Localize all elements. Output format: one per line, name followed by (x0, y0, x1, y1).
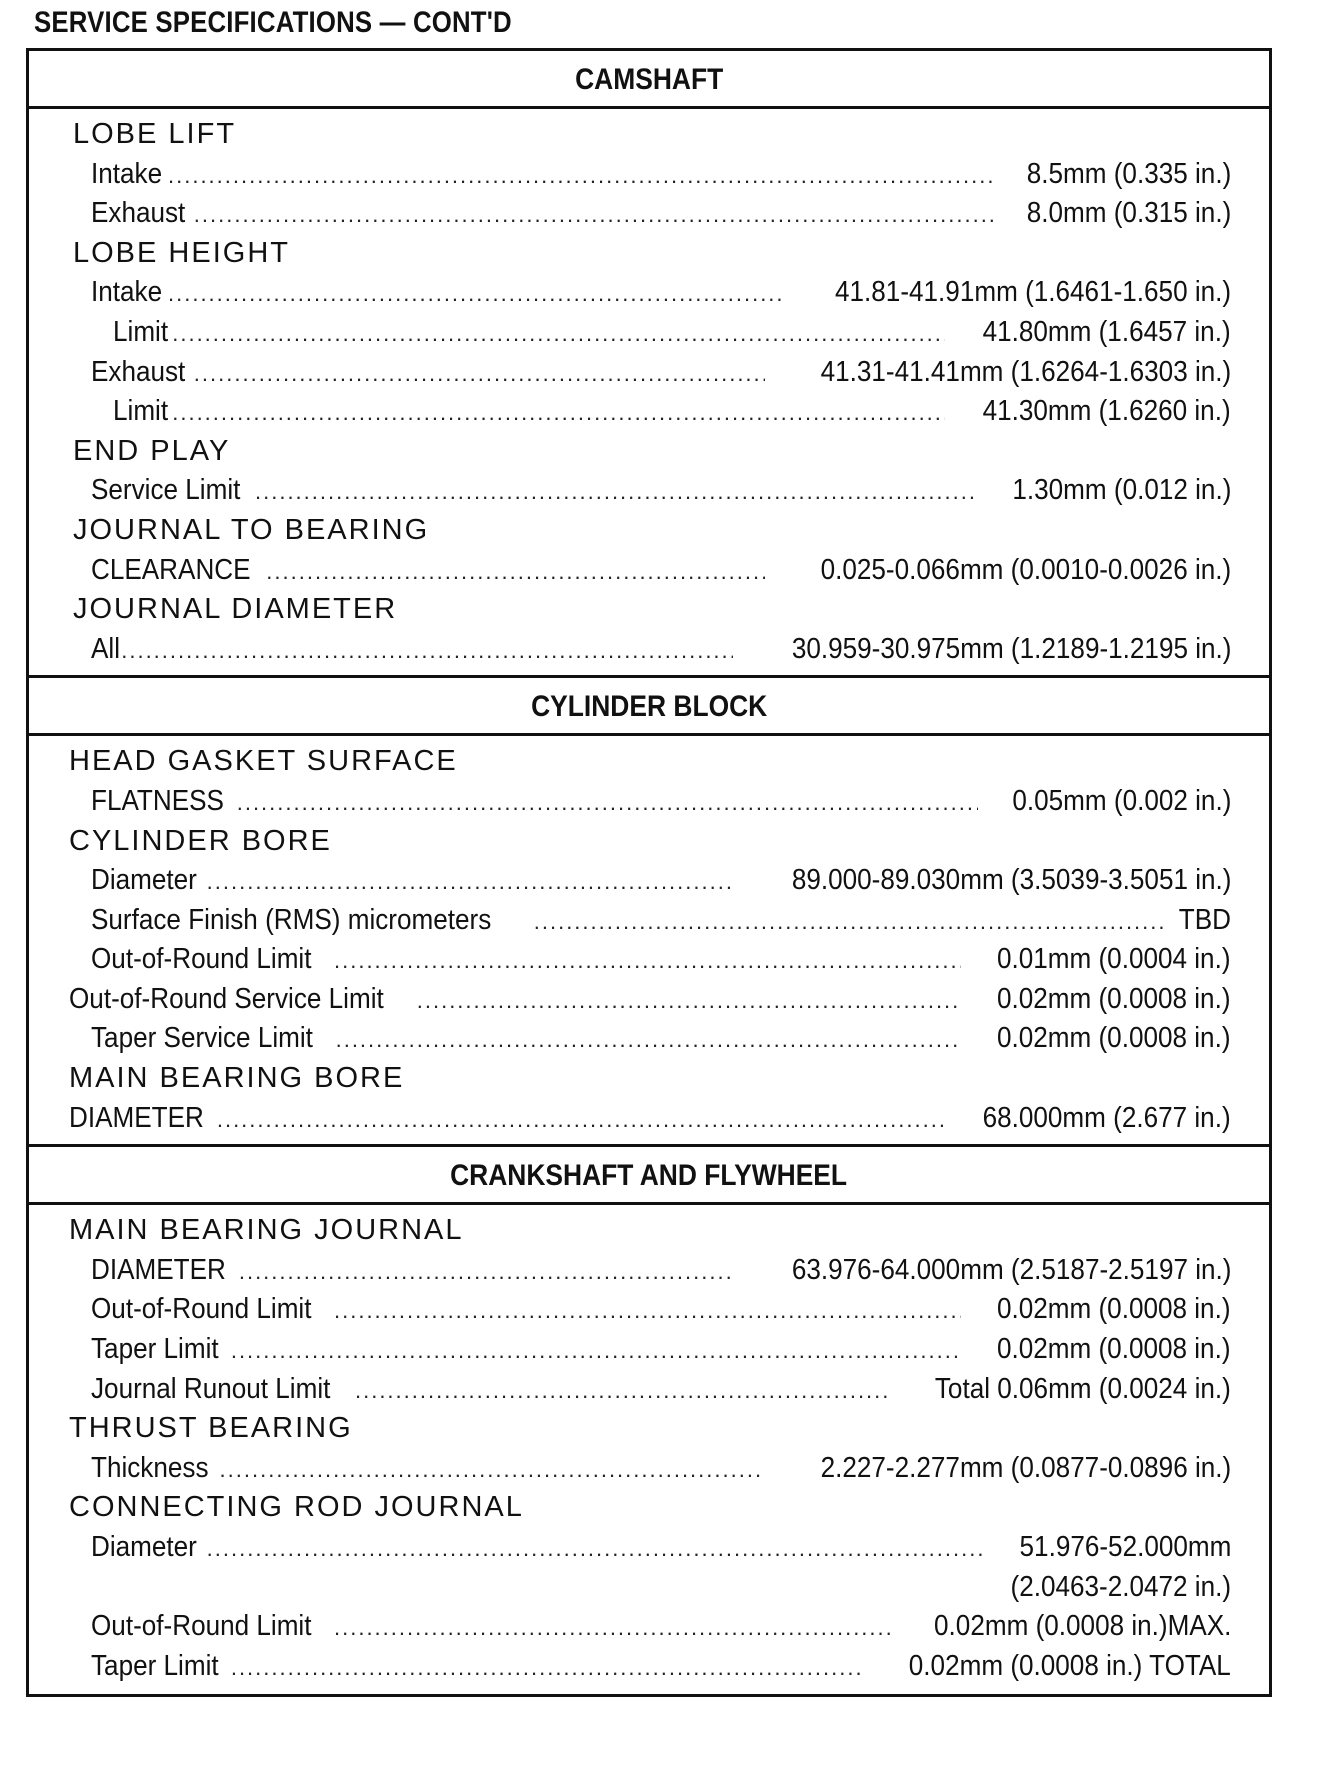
spec-label: Limit (113, 315, 169, 348)
section-body-cylinder-block (29, 736, 1269, 1147)
spec-value: 1.30mm (0.012 in.) (1011, 474, 1231, 507)
spec-row (29, 1290, 1269, 1330)
spec-row (29, 1528, 1269, 1568)
spec-label: Taper Limit (91, 1333, 219, 1366)
spec-row (29, 194, 1269, 234)
spec-heading: MAIN BEARING JOURNAL (69, 1214, 464, 1247)
dot-leader (172, 314, 945, 354)
spec-heading: THRUST BEARING (69, 1412, 353, 1445)
spec-label: Taper Service Limit (91, 1022, 313, 1055)
dot-leader (172, 393, 945, 433)
spec-value: 0.01mm (0.0004 in.) (997, 943, 1231, 976)
spec-row (29, 1607, 1269, 1647)
spec-label: Out-of-Round Limit (91, 1293, 312, 1326)
spec-row (29, 1449, 1269, 1489)
dot-leader (334, 1291, 961, 1331)
spec-label: Out-of-Round Service Limit (69, 982, 384, 1015)
spec-label: Surface Finish (RMS) micrometers (91, 903, 492, 936)
spec-row (29, 551, 1269, 591)
spec-row (29, 940, 1269, 980)
spec-heading: CYLINDER BORE (69, 824, 332, 857)
spec-value: 30.959-30.975mm (1.2189-1.2195 in.) (791, 632, 1231, 665)
spec-label: Out-of-Round Limit (91, 1610, 312, 1643)
dot-leader (266, 552, 764, 592)
spec-value: 0.02mm (0.0008 in.) (997, 1022, 1231, 1055)
spec-row (29, 782, 1269, 822)
spec-label: Service Limit (91, 474, 241, 507)
page-title: SERVICE SPECIFICATIONS — CONT'D (34, 6, 512, 39)
spec-heading: MAIN BEARING BORE (69, 1062, 405, 1095)
spec-row (29, 1099, 1269, 1139)
spec-label: Exhaust (91, 197, 186, 230)
spec-value: (2.0463-2.0472 in.) (1010, 1570, 1231, 1603)
spec-value: 2.227-2.277mm (0.0877-0.0896 in.) (820, 1451, 1231, 1484)
spec-value-continuation (29, 1568, 1269, 1608)
dot-leader (334, 941, 961, 981)
dot-leader (231, 1648, 863, 1688)
spec-value: 0.02mm (0.0008 in.)MAX. (933, 1610, 1231, 1643)
dot-leader (217, 1100, 946, 1140)
dot-leader (231, 1331, 962, 1371)
spec-value: 41.81-41.91mm (1.6461-1.650 in.) (834, 276, 1231, 309)
spec-value: 0.025-0.066mm (0.0010-0.0026 in.) (820, 553, 1231, 586)
section-title: CAMSHAFT (574, 63, 724, 96)
spec-row (29, 861, 1269, 901)
spec-value: 0.02mm (0.0008 in.) (997, 982, 1231, 1015)
spec-heading: HEAD GASKET SURFACE (69, 745, 458, 778)
section-header-cylinder-block (29, 678, 1269, 736)
dot-leader (194, 195, 994, 235)
spec-value: 89.000-89.030mm (3.5039-3.5051 in.) (791, 864, 1231, 897)
spec-label: Out-of-Round Limit (91, 943, 312, 976)
dot-leader (194, 354, 765, 394)
dot-leader (417, 981, 962, 1021)
spec-value: 68.000mm (2.677 in.) (982, 1101, 1231, 1134)
spec-row (29, 273, 1269, 313)
dot-leader (121, 631, 732, 671)
spec-row (29, 1019, 1269, 1059)
dot-leader (168, 274, 781, 314)
spec-label: Intake (91, 157, 163, 190)
spec-row (29, 1330, 1269, 1370)
section-body-camshaft (29, 109, 1269, 678)
spec-row (29, 392, 1269, 432)
spec-heading: CONNECTING ROD JOURNAL (69, 1491, 524, 1524)
spec-row (29, 155, 1269, 195)
spec-heading: LOBE LIFT (73, 118, 237, 150)
spec-label: Taper Limit (91, 1649, 219, 1682)
spec-row (29, 630, 1269, 670)
spec-label: FLATNESS (91, 784, 224, 817)
dot-leader (239, 1252, 733, 1292)
spec-label: Journal Runout Limit (91, 1372, 331, 1405)
spec-row (29, 901, 1269, 941)
spec-row (29, 1647, 1269, 1687)
spec-row (29, 1251, 1269, 1291)
spec-row (29, 353, 1269, 393)
dot-leader (255, 472, 978, 512)
spec-label: Intake (91, 276, 163, 309)
section-header-crankshaft (29, 1147, 1269, 1205)
spec-label: Exhaust (91, 355, 186, 388)
section-title: CYLINDER BLOCK (530, 690, 768, 724)
dot-leader (168, 156, 994, 196)
dot-leader (355, 1371, 892, 1411)
spec-row (29, 1370, 1269, 1410)
section-body-crankshaft (29, 1205, 1269, 1694)
spec-heading: JOURNAL TO BEARING (73, 513, 430, 546)
spec-label: DIAMETER (91, 1253, 226, 1286)
spec-value: 0.02mm (0.0008 in.) (997, 1333, 1231, 1366)
spec-label: DIAMETER (69, 1101, 204, 1134)
dot-leader (334, 1608, 891, 1648)
dot-leader (207, 1529, 986, 1569)
spec-heading: JOURNAL DIAMETER (73, 593, 398, 626)
section-header-camshaft (29, 51, 1269, 109)
dot-leader (237, 783, 978, 823)
spec-label: Thickness (91, 1451, 209, 1484)
spec-heading: LOBE HEIGHT (73, 236, 290, 269)
dot-leader (336, 1020, 962, 1060)
spec-value: 0.05mm (0.002 in.) (1011, 784, 1231, 817)
spec-label: Diameter (91, 864, 197, 897)
spec-value: 8.5mm (0.335 in.) (1026, 157, 1231, 190)
spec-value: 41.30mm (1.6260 in.) (982, 395, 1231, 428)
spec-value: 41.31-41.41mm (1.6264-1.6303 in.) (820, 355, 1231, 388)
spec-value: 0.02mm (0.0008 in.) (997, 1293, 1231, 1326)
spec-value: Total 0.06mm (0.0024 in.) (935, 1372, 1231, 1405)
spec-value: 0.02mm (0.0008 in.) TOTAL (908, 1649, 1231, 1682)
spec-value: TBD (1178, 903, 1231, 936)
spec-row (29, 313, 1269, 353)
spec-value: 51.976-52.000mm (1019, 1531, 1231, 1563)
section-title: CRANKSHAFT AND FLYWHEEL (450, 1159, 848, 1193)
spec-label: Limit (113, 395, 169, 428)
spec-value: 41.80mm (1.6457 in.) (982, 315, 1231, 348)
spec-row (29, 980, 1269, 1020)
spec-row (29, 471, 1269, 511)
spec-heading: END PLAY (73, 434, 231, 467)
spec-label: All (91, 632, 121, 665)
spec-table (26, 48, 1272, 1697)
spec-value: 63.976-64.000mm (2.5187-2.5197 in.) (791, 1253, 1231, 1286)
spec-value: 8.0mm (0.315 in.) (1026, 197, 1231, 230)
spec-label: Diameter (91, 1531, 197, 1563)
dot-leader (220, 1450, 765, 1490)
dot-leader (207, 862, 733, 902)
dot-leader (534, 902, 1163, 942)
spec-label: CLEARANCE (91, 553, 251, 586)
